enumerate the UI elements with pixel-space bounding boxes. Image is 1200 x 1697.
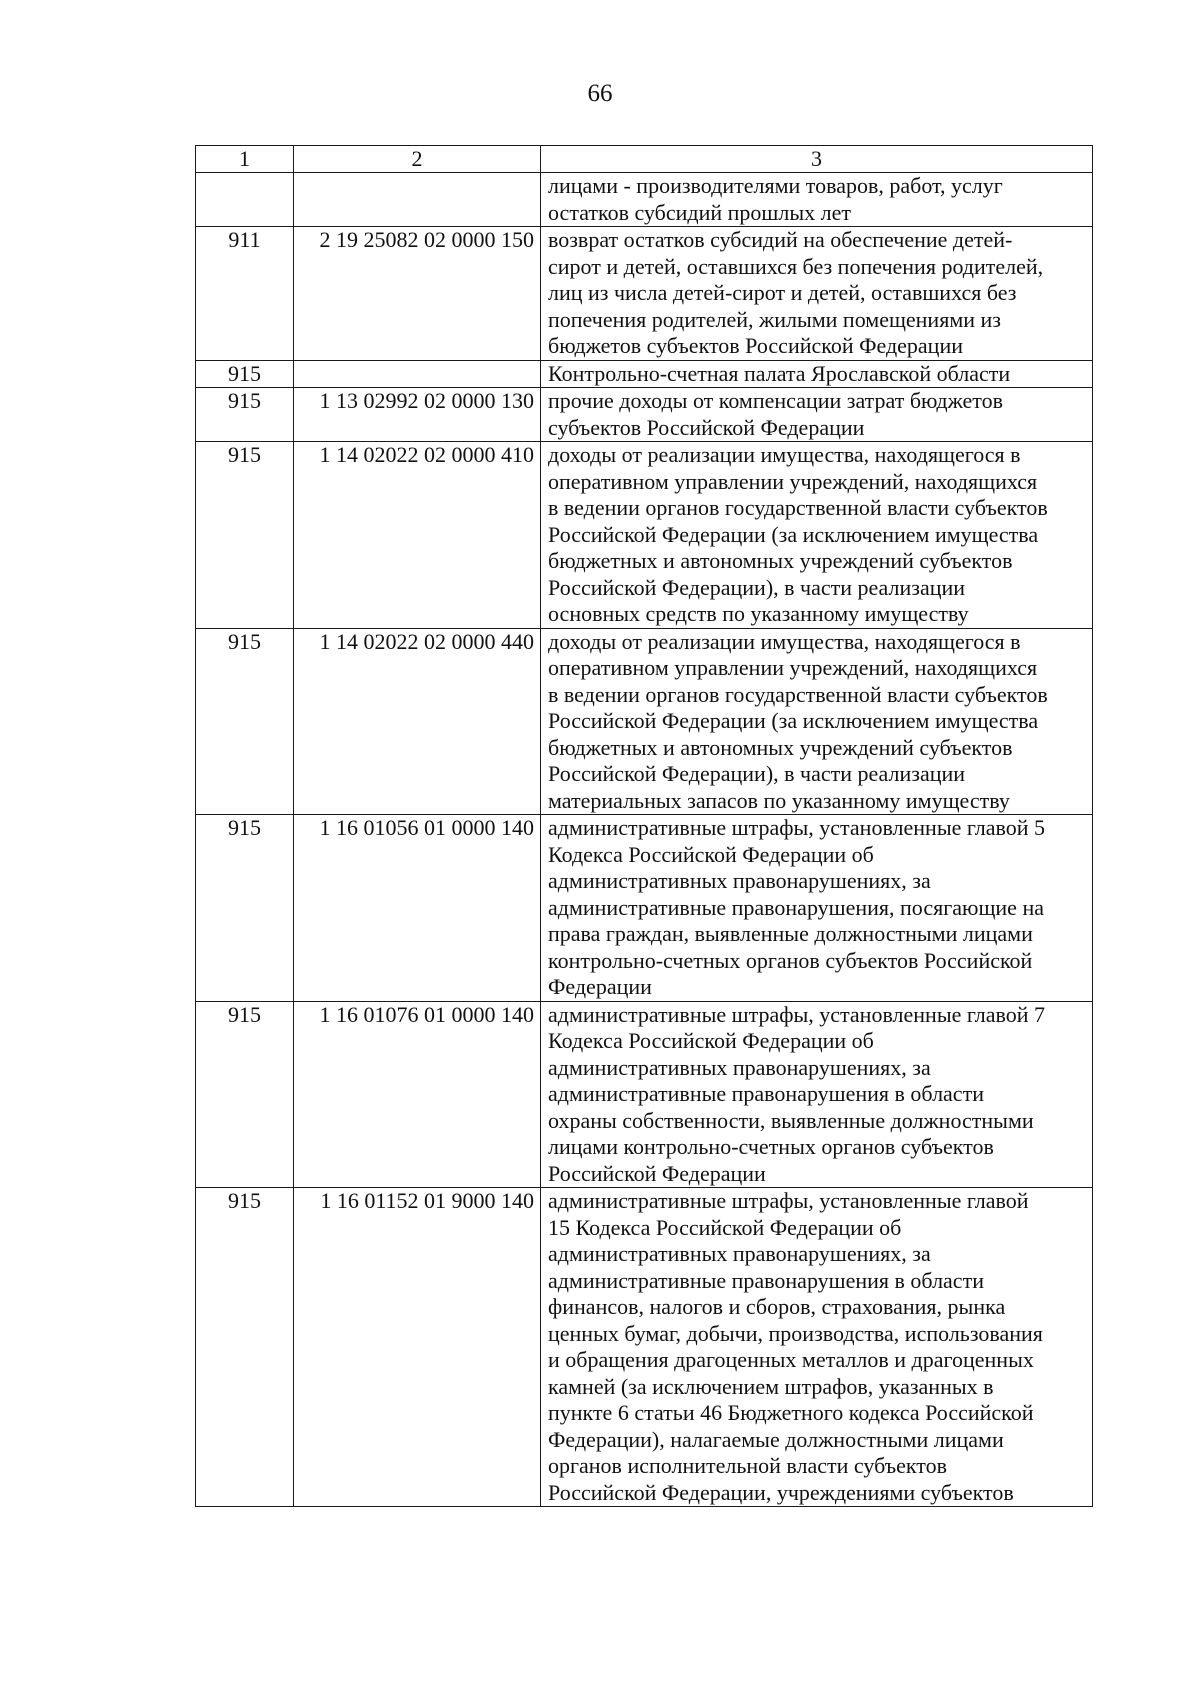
budget-code-cell: 1 16 01076 01 0000 140: [294, 1001, 541, 1188]
table-header: [196, 146, 1093, 173]
description-line: бюджетов субъектов Российской Федерации: [548, 333, 963, 358]
description-line: права граждан, выявленные должностными лицами: [548, 921, 1033, 946]
revenue-description-cell: [541, 360, 1093, 388]
description-line: прочие доходы от компенсации затрат бюджетов: [548, 388, 1003, 413]
admin-code-cell: 915: [196, 1001, 294, 1188]
description-line: контрольно-счетных органов субъектов Российской: [548, 947, 1033, 973]
description-line: административных правонарушениях, за: [548, 1054, 931, 1080]
description-line: административные штрафы, установленные главой: [548, 1188, 1029, 1213]
description-line: Контрольно-счетная палата Ярославской области: [548, 360, 1011, 386]
admin-code-cell: 911: [196, 227, 294, 361]
revenue-description-cell: [541, 227, 1093, 361]
description-line: Российской Федерации), в части реализации: [548, 574, 966, 600]
revenue-description-cell: [541, 442, 1093, 629]
description-line: лицами - производителями товаров, работ, услуг: [548, 173, 1003, 198]
description-line: Федерации: [548, 974, 652, 999]
revenue-description-cell: [541, 1188, 1093, 1507]
table-row: [196, 628, 1093, 815]
table-row: [196, 173, 1093, 227]
description-line: Кодекса Российской Федерации об: [548, 841, 874, 867]
description-line: административные правонарушения, посягающие на: [548, 894, 1044, 920]
table-body: [196, 173, 1093, 1507]
admin-code-cell: 915: [196, 815, 294, 1002]
description-line: лицами контрольно-счетных органов субъектов: [548, 1134, 994, 1159]
description-line: оперативном управлении учреждений, находящихся: [548, 468, 1038, 494]
table-row: [196, 442, 1093, 629]
budget-code-cell: 1 13 02992 02 0000 130: [294, 388, 541, 442]
admin-code-cell: 915: [196, 1188, 294, 1507]
description-line: субъектов Российской Федерации: [548, 414, 865, 440]
budget-code-cell: 1 14 02022 02 0000 410: [294, 442, 541, 629]
description-line: Федерации), налагаемые должностными лицами: [548, 1426, 1004, 1452]
budget-code-cell: 1 14 02022 02 0000 440: [294, 628, 541, 815]
budget-code-cell: [294, 173, 541, 227]
description-line: бюджетных и автономных учреждений субъектов: [548, 548, 1013, 573]
column-header-1: 1: [196, 146, 294, 173]
description-line: оперативном управлении учреждений, находящихся: [548, 655, 1038, 680]
description-line: административные правонарушения в области: [548, 1081, 984, 1106]
description-line: Кодекса Российской Федерации об: [548, 1028, 874, 1053]
admin-code-cell: 915: [196, 628, 294, 815]
column-header-3: 3: [541, 146, 1093, 173]
description-line: Российской Федерации), в части реализации: [548, 761, 966, 786]
description-line: Российской Федерации: [548, 1160, 766, 1186]
description-line: остатков субсидий прошлых лет: [548, 199, 851, 225]
description-line: и обращения драгоценных металлов и драгоценных: [548, 1347, 1034, 1372]
revenue-description-cell: [541, 628, 1093, 815]
column-header-2: 2: [294, 146, 541, 173]
description-line: сирот и детей, оставшихся без попечения родителей,: [548, 253, 1044, 279]
description-line: камней (за исключением штрафов, указанных в: [548, 1373, 994, 1399]
description-line: органов исполнительной власти субъектов: [548, 1453, 948, 1478]
description-line: основных средств по указанному имуществу: [548, 601, 969, 626]
description-line: 15 Кодекса Российской Федерации об: [548, 1214, 902, 1240]
table-row: [196, 815, 1093, 1002]
page-number: 66: [587, 80, 613, 107]
description-line: Российской Федерации, учреждениями субъектов: [548, 1479, 1014, 1505]
revenue-description-cell: [541, 388, 1093, 442]
table-row: [196, 1188, 1093, 1507]
budget-classification-table: [195, 145, 1093, 1507]
admin-code-cell: [196, 173, 294, 227]
description-line: доходы от реализации имущества, находящегося в: [548, 442, 1021, 467]
description-line: бюджетных и автономных учреждений субъектов: [548, 734, 1013, 760]
description-line: возврат остатков субсидий на обеспечение детей-: [548, 227, 1013, 252]
description-line: охраны собственности, выявленные должностными: [548, 1107, 1034, 1133]
description-line: финансов, налогов и сборов, страхования, рынка: [548, 1294, 1006, 1319]
revenue-description-cell: [541, 815, 1093, 1002]
description-line: административные штрафы, установленные главой 5: [548, 815, 1046, 840]
description-line: административные штрафы, установленные главой 7: [548, 1001, 1046, 1027]
description-line: пункте 6 статьи 46 Бюджетного кодекса Российской: [548, 1400, 1034, 1425]
table-row: [196, 388, 1093, 442]
description-line: Российской Федерации (за исключением имущества: [548, 708, 1039, 733]
description-line: попечения родителей, жилыми помещениями из: [548, 306, 1001, 332]
revenue-description-cell: [541, 1001, 1093, 1188]
header-row: [196, 146, 1093, 173]
description-line: материальных запасов по указанному имуществу: [548, 787, 1010, 813]
admin-code-cell: 915: [196, 360, 294, 388]
description-line: административных правонарушениях, за: [548, 1241, 931, 1266]
budget-code-cell: 1 16 01152 01 9000 140: [294, 1188, 541, 1507]
description-line: лиц из числа детей-сирот и детей, оставшихся без: [548, 280, 1017, 305]
description-line: административных правонарушениях, за: [548, 868, 931, 893]
table-row: [196, 360, 1093, 388]
admin-code-cell: 915: [196, 442, 294, 629]
budget-code-cell: 2 19 25082 02 0000 150: [294, 227, 541, 361]
description-line: ценных бумаг, добычи, производства, использования: [548, 1320, 1043, 1346]
description-line: административные правонарушения в области: [548, 1267, 984, 1293]
table-row: [196, 1001, 1093, 1188]
description-line: в ведении органов государственной власти субъектов: [548, 681, 1048, 707]
budget-code-cell: [294, 360, 541, 388]
budget-code-cell: 1 16 01056 01 0000 140: [294, 815, 541, 1002]
table-row: [196, 227, 1093, 361]
revenue-description-cell: [541, 173, 1093, 227]
admin-code-cell: 915: [196, 388, 294, 442]
description-line: в ведении органов государственной власти субъектов: [548, 495, 1048, 520]
description-line: Российской Федерации (за исключением имущества: [548, 521, 1039, 547]
description-line: доходы от реализации имущества, находящегося в: [548, 628, 1021, 654]
